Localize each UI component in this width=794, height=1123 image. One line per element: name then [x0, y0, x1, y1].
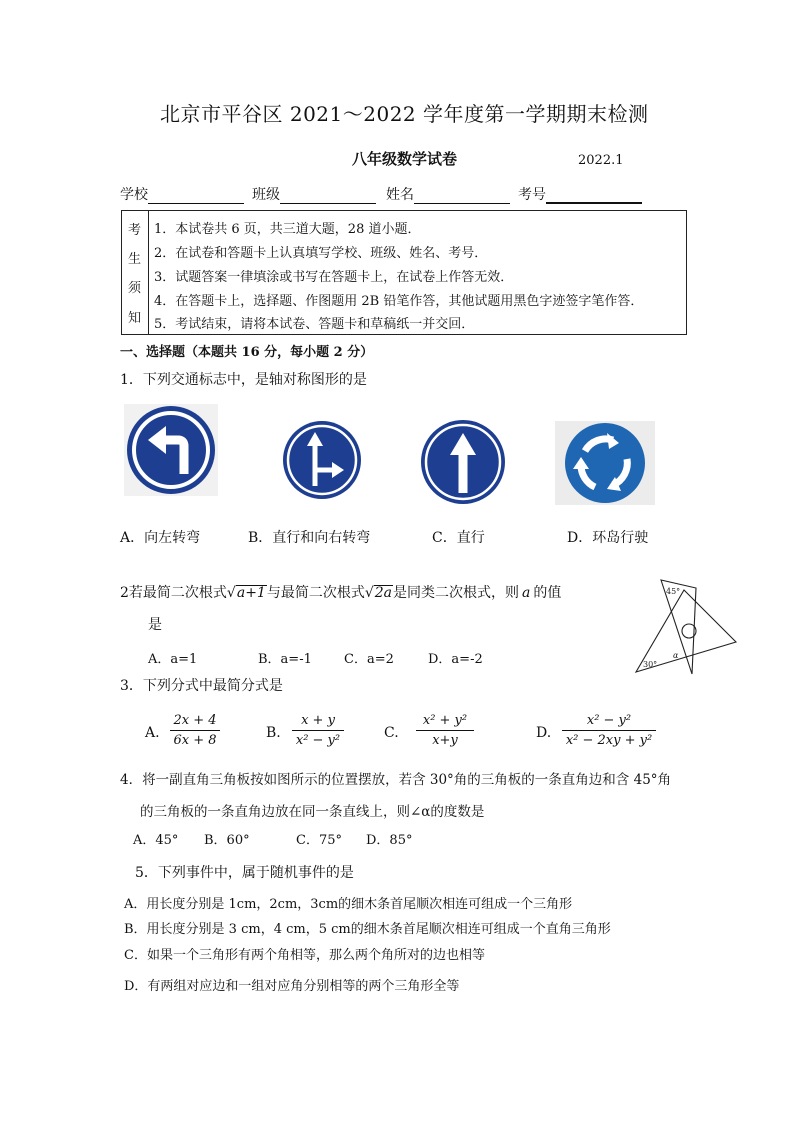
q2-variable: a [522, 585, 531, 601]
straight-ahead-sign-icon [420, 419, 506, 505]
instruction-item: 5．考试结束，请将本试卷、答题卡和草稿纸一并交回． [154, 317, 475, 332]
q2-radicand-2: 2a [374, 585, 393, 601]
class-blank[interactable] [280, 189, 376, 204]
exam-number-blank[interactable] [546, 188, 642, 204]
side-char: 生 [128, 252, 142, 267]
fraction-numerator: x² − y² [586, 713, 632, 728]
q3-fraction-b[interactable] [292, 712, 344, 749]
q5-option-d[interactable]: D．有两组对应边和一组对应角分别相等的两个三角形全等 [124, 979, 460, 994]
q1-stem: 1．下列交通标志中，是轴对称图形的是 [120, 372, 367, 388]
set-squares-figure [628, 570, 740, 680]
q4-option-d[interactable]: D．85° [366, 833, 413, 848]
instruction-item: 4．在答题卡上，选择题、作图题用 2B 铅笔作答，其他试题用黑色字迹签字笔作答． [154, 294, 644, 309]
exam-title: 北京市平谷区 2021～2022 学年度第一学期期末检测 [160, 102, 649, 126]
exam-instructions-box [121, 210, 687, 335]
side-char: 考 [128, 223, 142, 238]
q5-option-a[interactable]: A．用长度分别是 1cm，2cm，3cm的细木条首尾顺次相连可组成一个三角形 [124, 897, 573, 912]
q1-option-b[interactable]: B．直行和向右转弯 [248, 530, 371, 546]
q4-stem-line2: 的三角板的一条直角边放在同一条直线上，则∠α的度数是 [140, 804, 485, 820]
q3-fraction-a[interactable] [170, 712, 220, 749]
side-char: 须 [128, 281, 142, 296]
q1-option-d[interactable]: D．环岛行驶 [567, 530, 649, 546]
q5-stem: 5．下列事件中，属于随机事件的是 [135, 865, 354, 881]
q1-option-c[interactable]: C．直行 [432, 530, 485, 546]
q2-text-3: 是同类二次根式，则 [393, 585, 520, 601]
q2-option-d[interactable]: D．a=-2 [428, 652, 483, 667]
q3-option-a-label[interactable]: A. [145, 725, 160, 741]
roundabout-sign-icon [555, 421, 655, 505]
exam-number-label: 考号 [518, 187, 546, 203]
angle-30-label: 30° [643, 660, 658, 669]
fraction-numerator: x + y [301, 713, 335, 728]
q4-option-b[interactable]: B．60° [204, 833, 250, 848]
q5-option-b[interactable]: B．用长度分别是 3 cm，4 cm，5 cm的细木条首尾顺次相连可组成一个直角三角形 [124, 922, 611, 937]
instruction-item: 1．本试卷共 6 页，共三道大题，28 道小题． [154, 222, 421, 237]
q3-option-c-label[interactable]: C. [384, 725, 399, 741]
sqrt-icon: √ [226, 585, 236, 601]
q2-text-2: 与最简二次根式 [266, 585, 365, 601]
paper-subtitle: 八年级数学试卷 [352, 150, 458, 168]
name-field [386, 186, 510, 204]
q3-option-d-label[interactable]: D. [536, 725, 552, 741]
instructions-side-label [122, 211, 149, 334]
section-heading: 一、选择题（本题共 16 分，每小题 2 分） [120, 345, 374, 360]
q2-radicand-1: a+1 [236, 585, 266, 601]
q1-option-a[interactable]: A．向左转弯 [120, 530, 201, 546]
q4-stem-line1: 4．将一副直角三角板按如图所示的位置摆放，若含 30°角的三角板的一条直角边和含 45°角 [120, 772, 672, 788]
fraction-denominator: 6x + 8 [173, 733, 217, 748]
q3-stem: 3．下列分式中最简分式是 [120, 678, 283, 694]
q2-stem-line2: 是 [148, 617, 162, 633]
fraction-numerator: 2x + 4 [173, 713, 217, 728]
school-field [120, 186, 244, 204]
name-label: 姓名 [386, 187, 414, 203]
q2-option-a[interactable]: A．a=1 [148, 652, 198, 667]
exam-number-field [518, 186, 642, 204]
q2-text-4: 的值 [533, 585, 562, 601]
class-field [252, 186, 376, 204]
angle-alpha-label: α [673, 651, 679, 660]
side-char: 知 [128, 311, 142, 326]
q3-fraction-c[interactable] [416, 712, 474, 749]
q2-text-1: 2若最简二次根式 [120, 585, 227, 601]
sqrt-icon: √ [364, 585, 374, 601]
q2-option-b[interactable]: B．a=-1 [258, 652, 312, 667]
school-label: 学校 [120, 187, 148, 203]
exam-date: 2022.1 [578, 153, 624, 168]
instruction-item: 2．在试卷和答题卡上认真填写学校、班级、姓名、考号． [154, 246, 488, 261]
angle-45-label: 45° [666, 587, 681, 596]
straight-and-right-sign-icon [282, 420, 362, 500]
q2-stem [120, 584, 561, 602]
turn-left-sign-icon [124, 404, 218, 496]
q5-option-c[interactable]: C．如果一个三角形有两个角相等，那么两个角所对的边也相等 [124, 948, 485, 963]
q4-option-c[interactable]: C．75° [296, 833, 342, 848]
name-blank[interactable] [414, 189, 510, 204]
fraction-denominator: x+y [432, 733, 458, 748]
fraction-denominator: x² − 2xy + y² [565, 733, 653, 748]
q4-option-a[interactable]: A．45° [133, 833, 179, 848]
school-blank[interactable] [148, 189, 244, 204]
instruction-item: 3．试题答案一律填涂或书写在答题卡上，在试卷上作答无效． [154, 270, 514, 285]
fraction-numerator: x² + y² [422, 713, 468, 728]
fraction-denominator: x² − y² [295, 733, 341, 748]
q2-option-c[interactable]: C．a=2 [344, 652, 394, 667]
q3-option-b-label[interactable]: B. [266, 725, 281, 741]
class-label: 班级 [252, 187, 280, 203]
q3-fraction-d[interactable] [562, 712, 656, 749]
